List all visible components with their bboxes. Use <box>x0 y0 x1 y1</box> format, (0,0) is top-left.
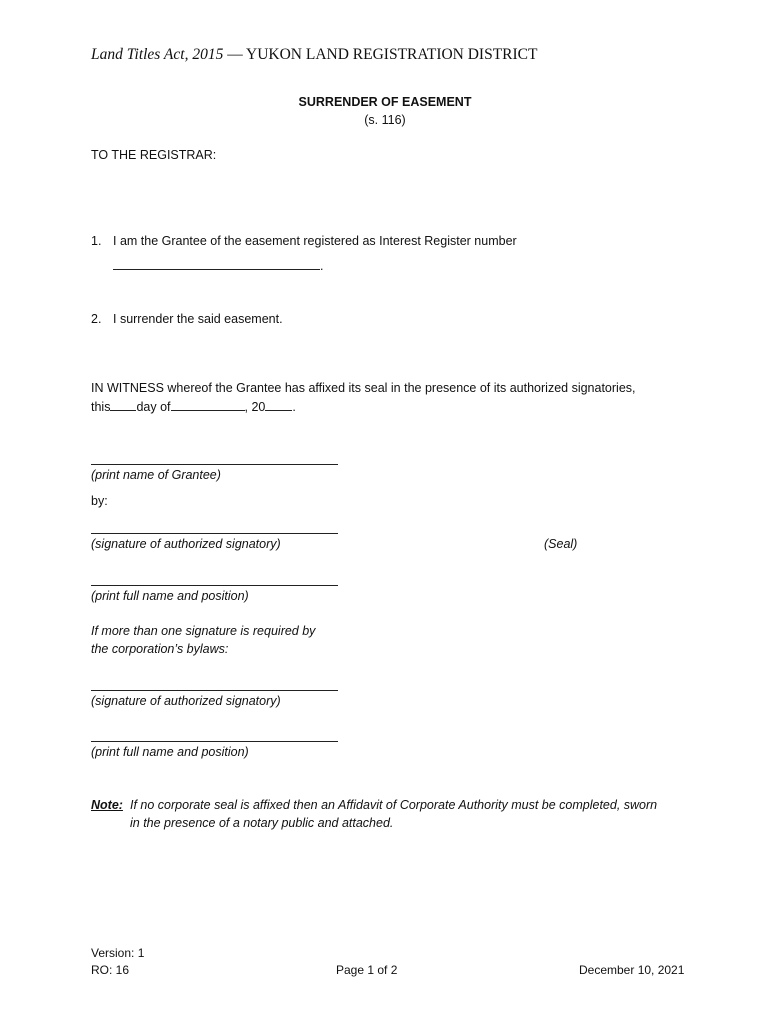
day-blank[interactable] <box>110 399 136 411</box>
form-section: (s. 116) <box>364 113 406 127</box>
footer-ro: RO: 16 <box>91 963 130 977</box>
signatory-2-name-line[interactable] <box>91 741 338 742</box>
item-1-text: I am the Grantee of the easement registered as Interest Register number <box>113 234 517 248</box>
witness-this: this <box>91 400 111 414</box>
more-signatures-line-2: the corporation’s bylaws: <box>91 642 229 656</box>
grantee-caption: (print name of Grantee) <box>91 468 221 482</box>
note-label-text: Note: <box>91 798 123 812</box>
interest-register-blank[interactable] <box>113 258 320 270</box>
witness-period: . <box>292 400 296 414</box>
signatory-2-name-caption: (print full name and position) <box>91 745 249 759</box>
year-blank[interactable] <box>265 399 292 411</box>
item-1-number: 1. <box>91 234 102 248</box>
grantee-name-line[interactable] <box>91 464 338 465</box>
district-title: — YUKON LAND REGISTRATION DISTRICT <box>223 46 538 63</box>
note-line-2: in the presence of a notary public and attached. <box>130 816 394 830</box>
form-title: SURRENDER OF EASEMENT <box>298 95 472 109</box>
witness-day-of: day of <box>136 400 171 414</box>
signatory-2-caption: (signature of authorized signatory) <box>91 694 281 708</box>
signatory-2-signature-line[interactable] <box>91 690 338 691</box>
interest-register-number-field[interactable] <box>113 258 323 273</box>
by-label: by: <box>91 494 108 508</box>
signatory-1-caption: (signature of authorized signatory) <box>91 537 281 551</box>
item-2-number: 2. <box>91 312 102 326</box>
signatory-1-signature-line[interactable] <box>91 533 338 534</box>
witness-year-prefix: , 20 <box>244 400 266 414</box>
note-label <box>91 798 123 812</box>
footer-date: December 10, 2021 <box>579 963 685 977</box>
footer-page-number: Page 1 of 2 <box>336 963 398 977</box>
witness-clause: IN WITNESS whereof the Grantee has affixed its seal in the presence of its authorized signatories, <box>91 381 636 395</box>
signatory-1-name-line[interactable] <box>91 585 338 586</box>
note-line-1: If no corporate seal is affixed then an Affidavit of Corporate Authority must be completed, sworn <box>130 798 658 812</box>
signatory-1-name-caption: (print full name and position) <box>91 589 249 603</box>
footer-version: Version: 1 <box>91 946 145 960</box>
seal-label: (Seal) <box>544 537 578 551</box>
month-blank[interactable] <box>171 399 245 411</box>
item-2-text: I surrender the said easement. <box>113 312 283 326</box>
more-signatures-line-1: If more than one signature is required by <box>91 624 316 638</box>
addressee: TO THE REGISTRAR: <box>91 148 217 162</box>
act-title: Land Titles Act, 2015 <box>91 46 224 63</box>
item-1-period: . <box>320 259 324 273</box>
document-header <box>91 46 538 64</box>
witness-date-line <box>91 399 296 414</box>
